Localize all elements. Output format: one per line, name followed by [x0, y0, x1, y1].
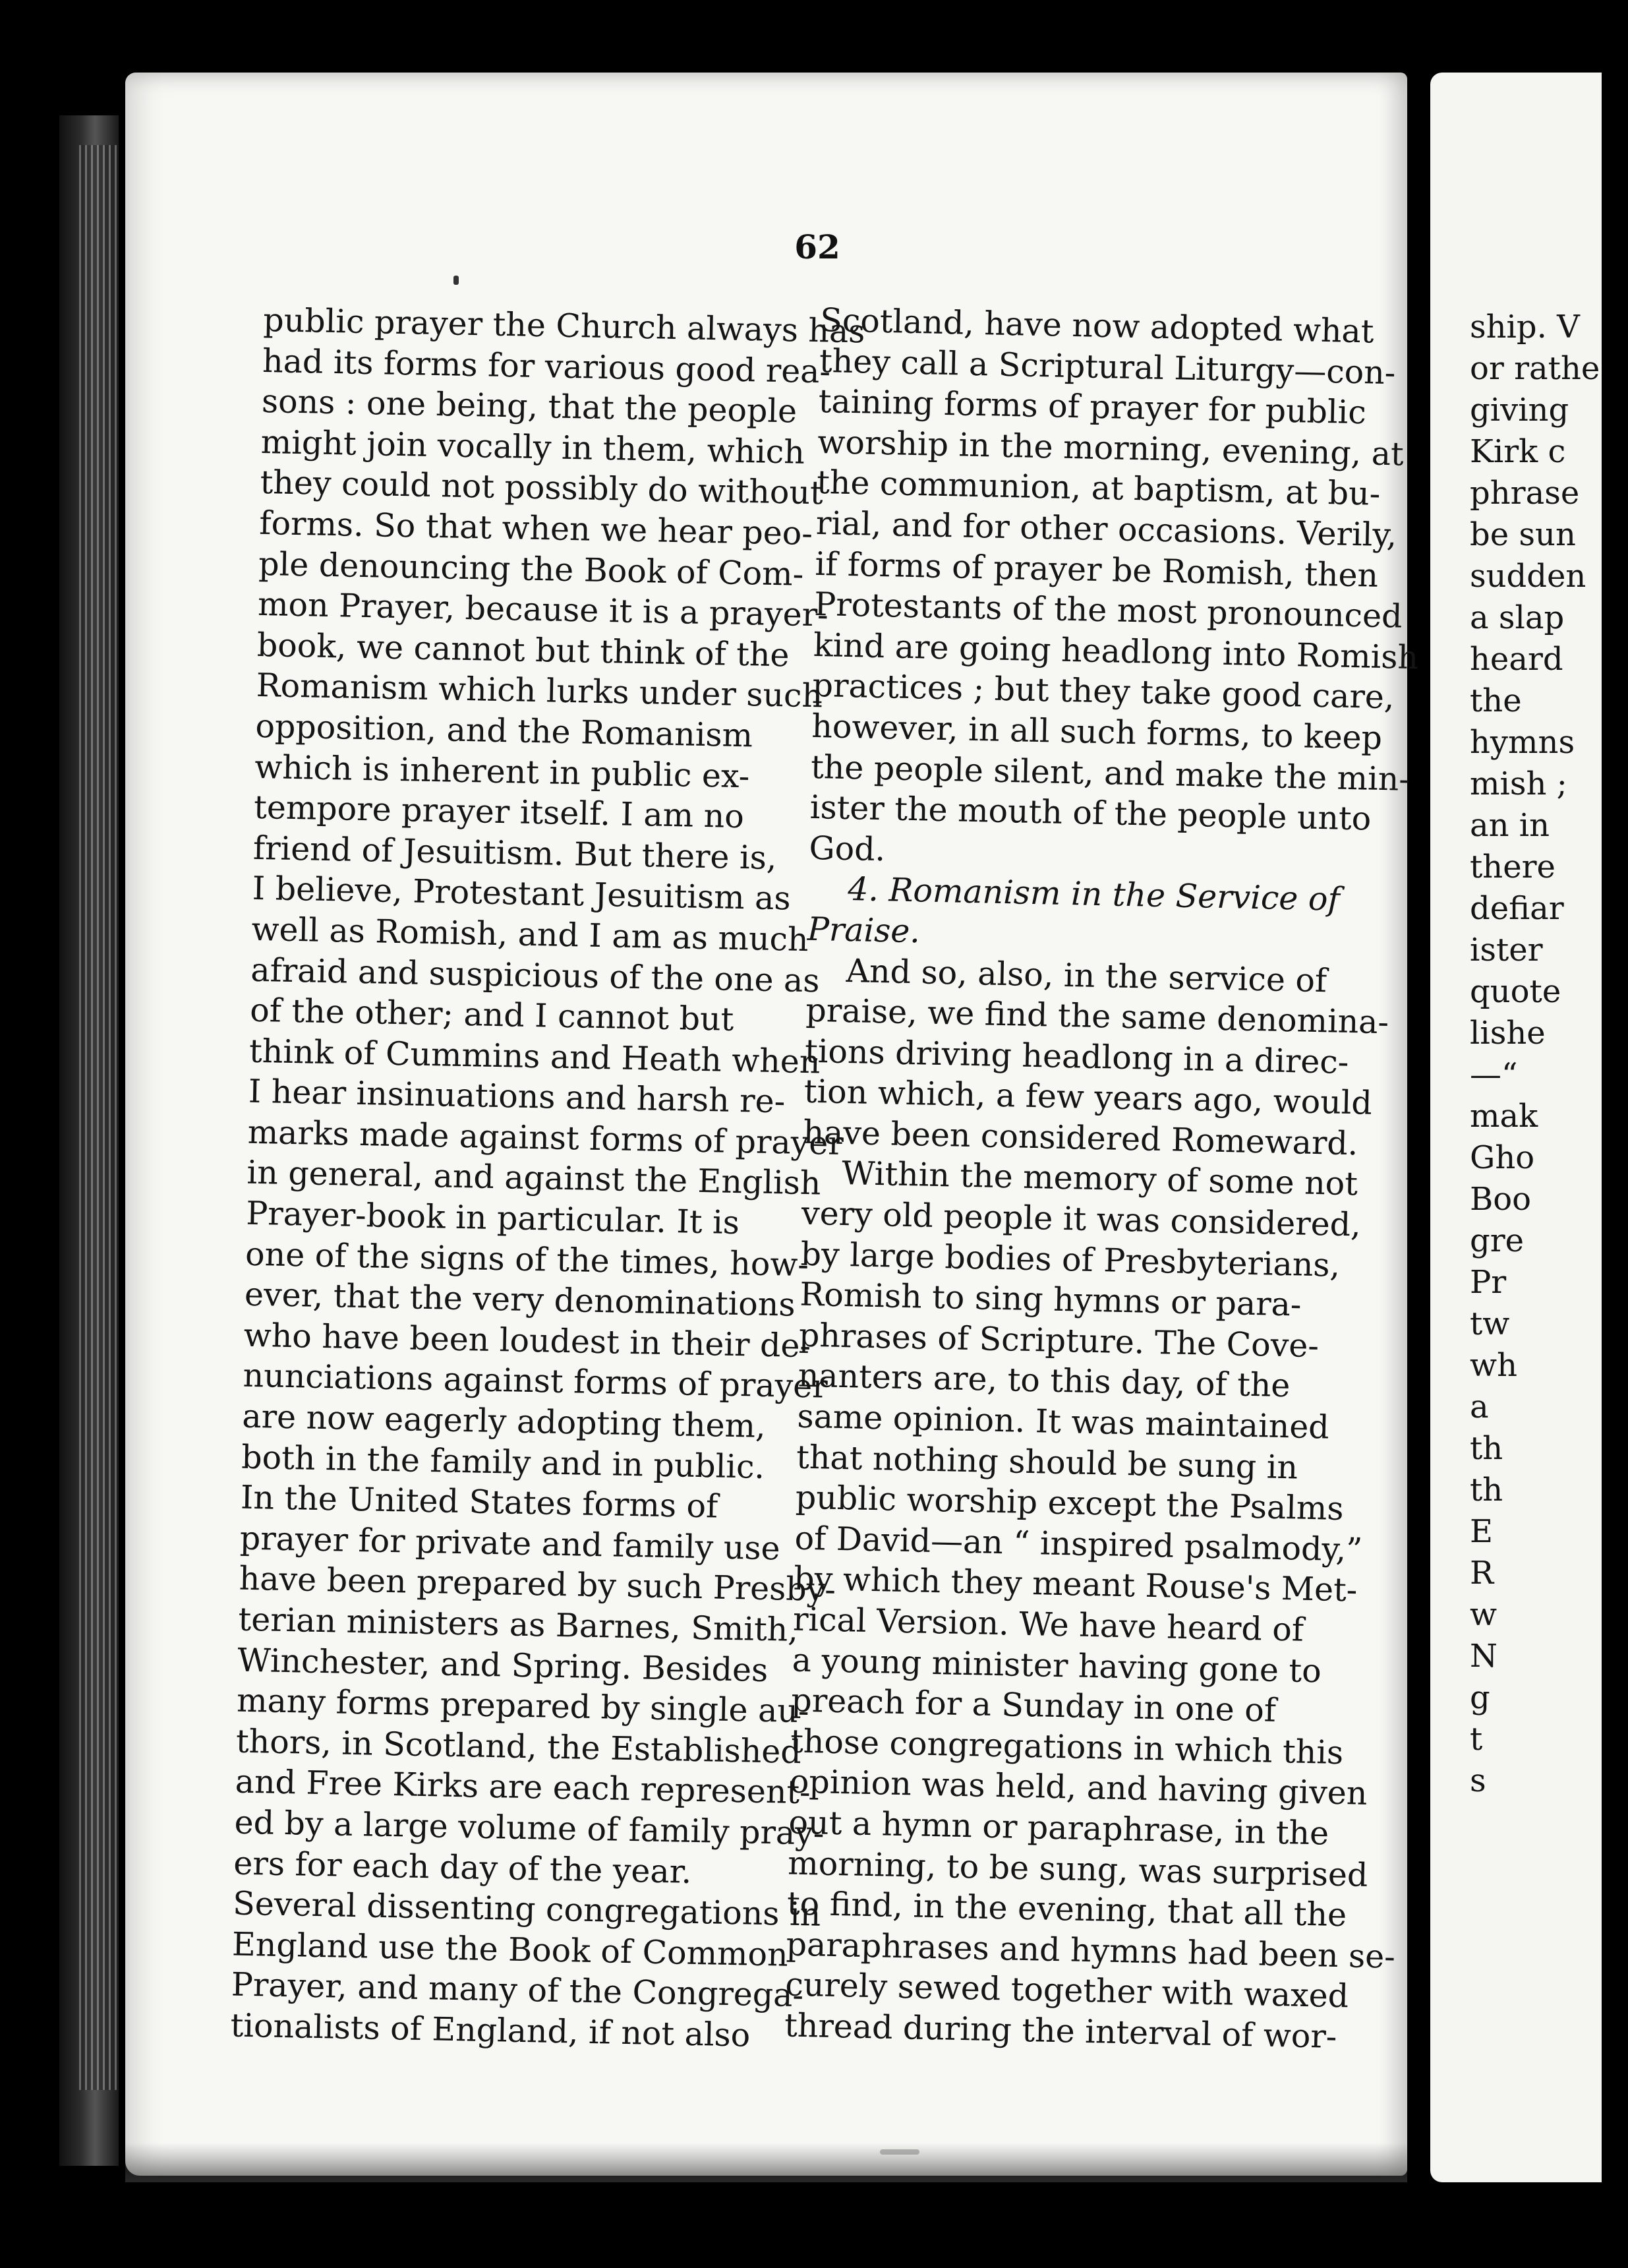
text-line: lishe [1470, 1015, 1546, 1052]
text-line: Kirk c [1470, 433, 1566, 470]
text-line: a slap [1470, 599, 1565, 636]
text-line: R [1470, 1555, 1494, 1592]
text-line: which is inherent in public ex- [254, 748, 750, 795]
text-line: a [1470, 1388, 1489, 1425]
text-line: Within the memory of some not [841, 1154, 1358, 1203]
text-line: many forms prepared by single au- [236, 1681, 810, 1731]
text-line: afraid and suspicious of the one as [250, 951, 821, 1000]
text-line: and Free Kirks are each represent- [235, 1762, 811, 1812]
right-text-column [784, 300, 1419, 2057]
text-line: book, we cannot but think of the [256, 626, 790, 674]
text-line: nunciations against forms of prayer [243, 1357, 829, 1406]
text-line: or rathe [1470, 350, 1600, 387]
text-line: had its forms for various good rea- [262, 342, 831, 391]
text-line: one of the signs of the times, how- [245, 1235, 809, 1284]
text-line: Pr [1470, 1264, 1507, 1301]
text-line: tempore prayer itself. I am no [253, 788, 745, 836]
text-line: taining forms of prayer for public [818, 382, 1367, 432]
text-line: think of Cummins and Heath when [248, 1032, 821, 1081]
page-number: 62 [794, 227, 840, 266]
text-line: rical Version. We have heard of [792, 1600, 1304, 1649]
next-page-fragment [1430, 73, 1602, 2182]
text-line: ister [1470, 932, 1543, 969]
text-line: a young minister having gone to [792, 1641, 1322, 1690]
text-line: the [1470, 682, 1522, 719]
text-line: th [1470, 1472, 1503, 1508]
text-line: giving [1470, 392, 1569, 429]
text-line: tw [1470, 1305, 1510, 1342]
text-line: the communion, at baptism, at bu- [816, 463, 1381, 514]
text-line: by large bodies of Presbyterians, [800, 1235, 1341, 1284]
text-line: Romanism which lurks under such [256, 667, 823, 715]
text-line: thread during the interval of wor- [784, 2006, 1337, 2056]
text-line: forms. So that when we hear peo- [258, 504, 813, 553]
text-line: sons : one being, that the people [261, 382, 798, 431]
text-line: Romish to sing hymns or para- [799, 1275, 1302, 1324]
text-line: there [1470, 849, 1555, 885]
text-line: ed by a large volume of family pray- [234, 1803, 825, 1853]
text-line: praise, we find the same denomina- [805, 991, 1389, 1042]
text-line: very old people it was considered, [801, 1194, 1362, 1244]
text-line: ever, that the very denominations [244, 1275, 796, 1325]
next-page-text [1470, 307, 1628, 1802]
ink-speck [453, 276, 459, 285]
page-bottom-shadow [125, 2143, 1407, 2182]
text-line: they call a Scriptural Liturgy—con- [819, 342, 1396, 392]
text-line: however, in all such forms, to keep [811, 707, 1383, 757]
text-line: phrase [1470, 475, 1580, 512]
text-line: have been prepared by such Presby- [239, 1560, 836, 1609]
text-line: prayer for private and family use [239, 1519, 781, 1568]
text-line: England use the Book of Common [231, 1925, 789, 1974]
text-line: public worship except the Psalms [795, 1478, 1345, 1528]
text-line: well as Romish, and I am as much [251, 910, 809, 959]
text-line: Scotland, have now adopted what [819, 301, 1375, 351]
text-line: wh [1470, 1347, 1517, 1384]
text-line: And so, also, in the service of [846, 951, 1327, 1000]
text-line: mon Prayer, because it is a prayer- [257, 585, 829, 634]
text-line: to find, in the evening, that all the [786, 1884, 1347, 1934]
text-line: both in the family and in public. [241, 1438, 765, 1486]
text-line: heard [1470, 641, 1563, 678]
text-line: mak [1470, 1098, 1538, 1135]
text-line: friend of Jesuitism. But there is, [252, 829, 778, 877]
text-line: Protestants of the most pronounced [813, 585, 1403, 636]
text-line: tionalists of England, if not also [230, 2006, 751, 2054]
ink-smudge [880, 2149, 919, 2155]
section-heading: 4. Romanism in the Service of [847, 870, 1341, 918]
text-line: I hear insinuations and harsh re- [248, 1073, 786, 1121]
text-line: s [1470, 1762, 1486, 1799]
text-line: ple denouncing the Book of Com- [258, 545, 804, 593]
text-line: practices ; but they take good care, [812, 667, 1395, 717]
text-line: have been considered Romeward. [802, 1113, 1358, 1163]
text-line: tion which, a few years ago, would [803, 1073, 1373, 1123]
text-line: Prayer-book in particular. It is [245, 1194, 740, 1242]
text-line: ister the mouth of the people unto [809, 788, 1372, 838]
section-heading-continued: Praise. [807, 910, 921, 951]
text-line: Gho [1470, 1139, 1535, 1176]
text-line: ship. V [1470, 309, 1580, 345]
text-line: N [1470, 1638, 1497, 1675]
text-line: rial, and for other occasions. Verily, [815, 504, 1397, 554]
text-line: th [1470, 1430, 1503, 1467]
text-line: worship in the morning, evening, at [817, 423, 1405, 473]
text-line: w [1470, 1596, 1497, 1633]
text-line: God. [808, 829, 886, 868]
book-spine-page-edges [79, 145, 119, 2090]
text-line: might join vocally in them, which [260, 423, 805, 471]
text-line: thors, in Scotland, the Established [235, 1722, 802, 1771]
text-line: —“ [1470, 1056, 1518, 1093]
text-line: those congregations in which this [790, 1722, 1344, 1772]
text-line: Winchester, and Spring. Besides [237, 1641, 769, 1689]
text-line: In the United States forms of [240, 1478, 718, 1526]
text-line: quote [1470, 973, 1561, 1010]
text-line: an in [1470, 807, 1550, 844]
text-line: E [1470, 1513, 1494, 1550]
text-line: Boo [1470, 1181, 1532, 1218]
text-line: opinion was held, and having given [789, 1762, 1368, 1813]
text-line: opposition, and the Romanism [255, 707, 753, 755]
text-line: if forms of prayer be Romish, then [815, 545, 1379, 595]
text-line: they could not possibly do without [260, 463, 824, 512]
text-line: defiar [1470, 890, 1564, 927]
text-line: out a hymn or paraphrase, in the [788, 1803, 1329, 1853]
text-line: morning, to be sung, was surprised [787, 1844, 1368, 1894]
text-line: of the other; and I cannot but [249, 991, 734, 1038]
text-line: who have been loudest in their de- [243, 1316, 811, 1365]
text-line: marks made against forms of prayer [247, 1113, 844, 1162]
text-line: of David—an “ inspired psalmody,” [794, 1519, 1363, 1569]
text-line: g [1470, 1679, 1490, 1716]
text-line: by which they meant Rouse's Met- [793, 1559, 1358, 1609]
text-line: curely sewed together with waxed [784, 1965, 1349, 2015]
text-line: ers for each day of the year. [233, 1844, 692, 1891]
text-line: nanters are, to this day, of the [798, 1357, 1291, 1405]
text-line: gre [1470, 1222, 1525, 1259]
text-line: I believe, Protestant Jesuitism as [252, 870, 792, 918]
text-line: Several dissenting congregations in [232, 1884, 821, 1934]
text-line: sudden [1470, 558, 1586, 595]
text-line: that nothing should be sung in [796, 1438, 1298, 1487]
text-line: are now eagerly adopting them, [241, 1397, 767, 1445]
text-line: public prayer the Church always has [262, 301, 865, 351]
text-line: hymns [1470, 724, 1575, 761]
text-line: terian ministers as Barnes, Smith, [238, 1600, 799, 1649]
text-line: t [1470, 1721, 1483, 1758]
text-line: kind are going headlong into Romish [813, 626, 1419, 676]
text-line: mish ; [1470, 765, 1567, 802]
text-line: paraphrases and hymns had been se- [786, 1925, 1396, 1976]
text-line: phrases of Scripture. The Cove- [798, 1316, 1320, 1365]
text-line: tions driving headlong in a direc- [804, 1032, 1349, 1081]
text-line: same opinion. It was maintained [796, 1397, 1330, 1447]
text-line: the people silent, and make the min- [810, 748, 1410, 798]
text-line: in general, and against the English [247, 1154, 821, 1203]
text-line: Prayer, and many of the Congrega- [231, 1965, 804, 2015]
text-line: preach for a Sunday in one of [790, 1681, 1277, 1730]
text-line: be sun [1470, 516, 1576, 553]
